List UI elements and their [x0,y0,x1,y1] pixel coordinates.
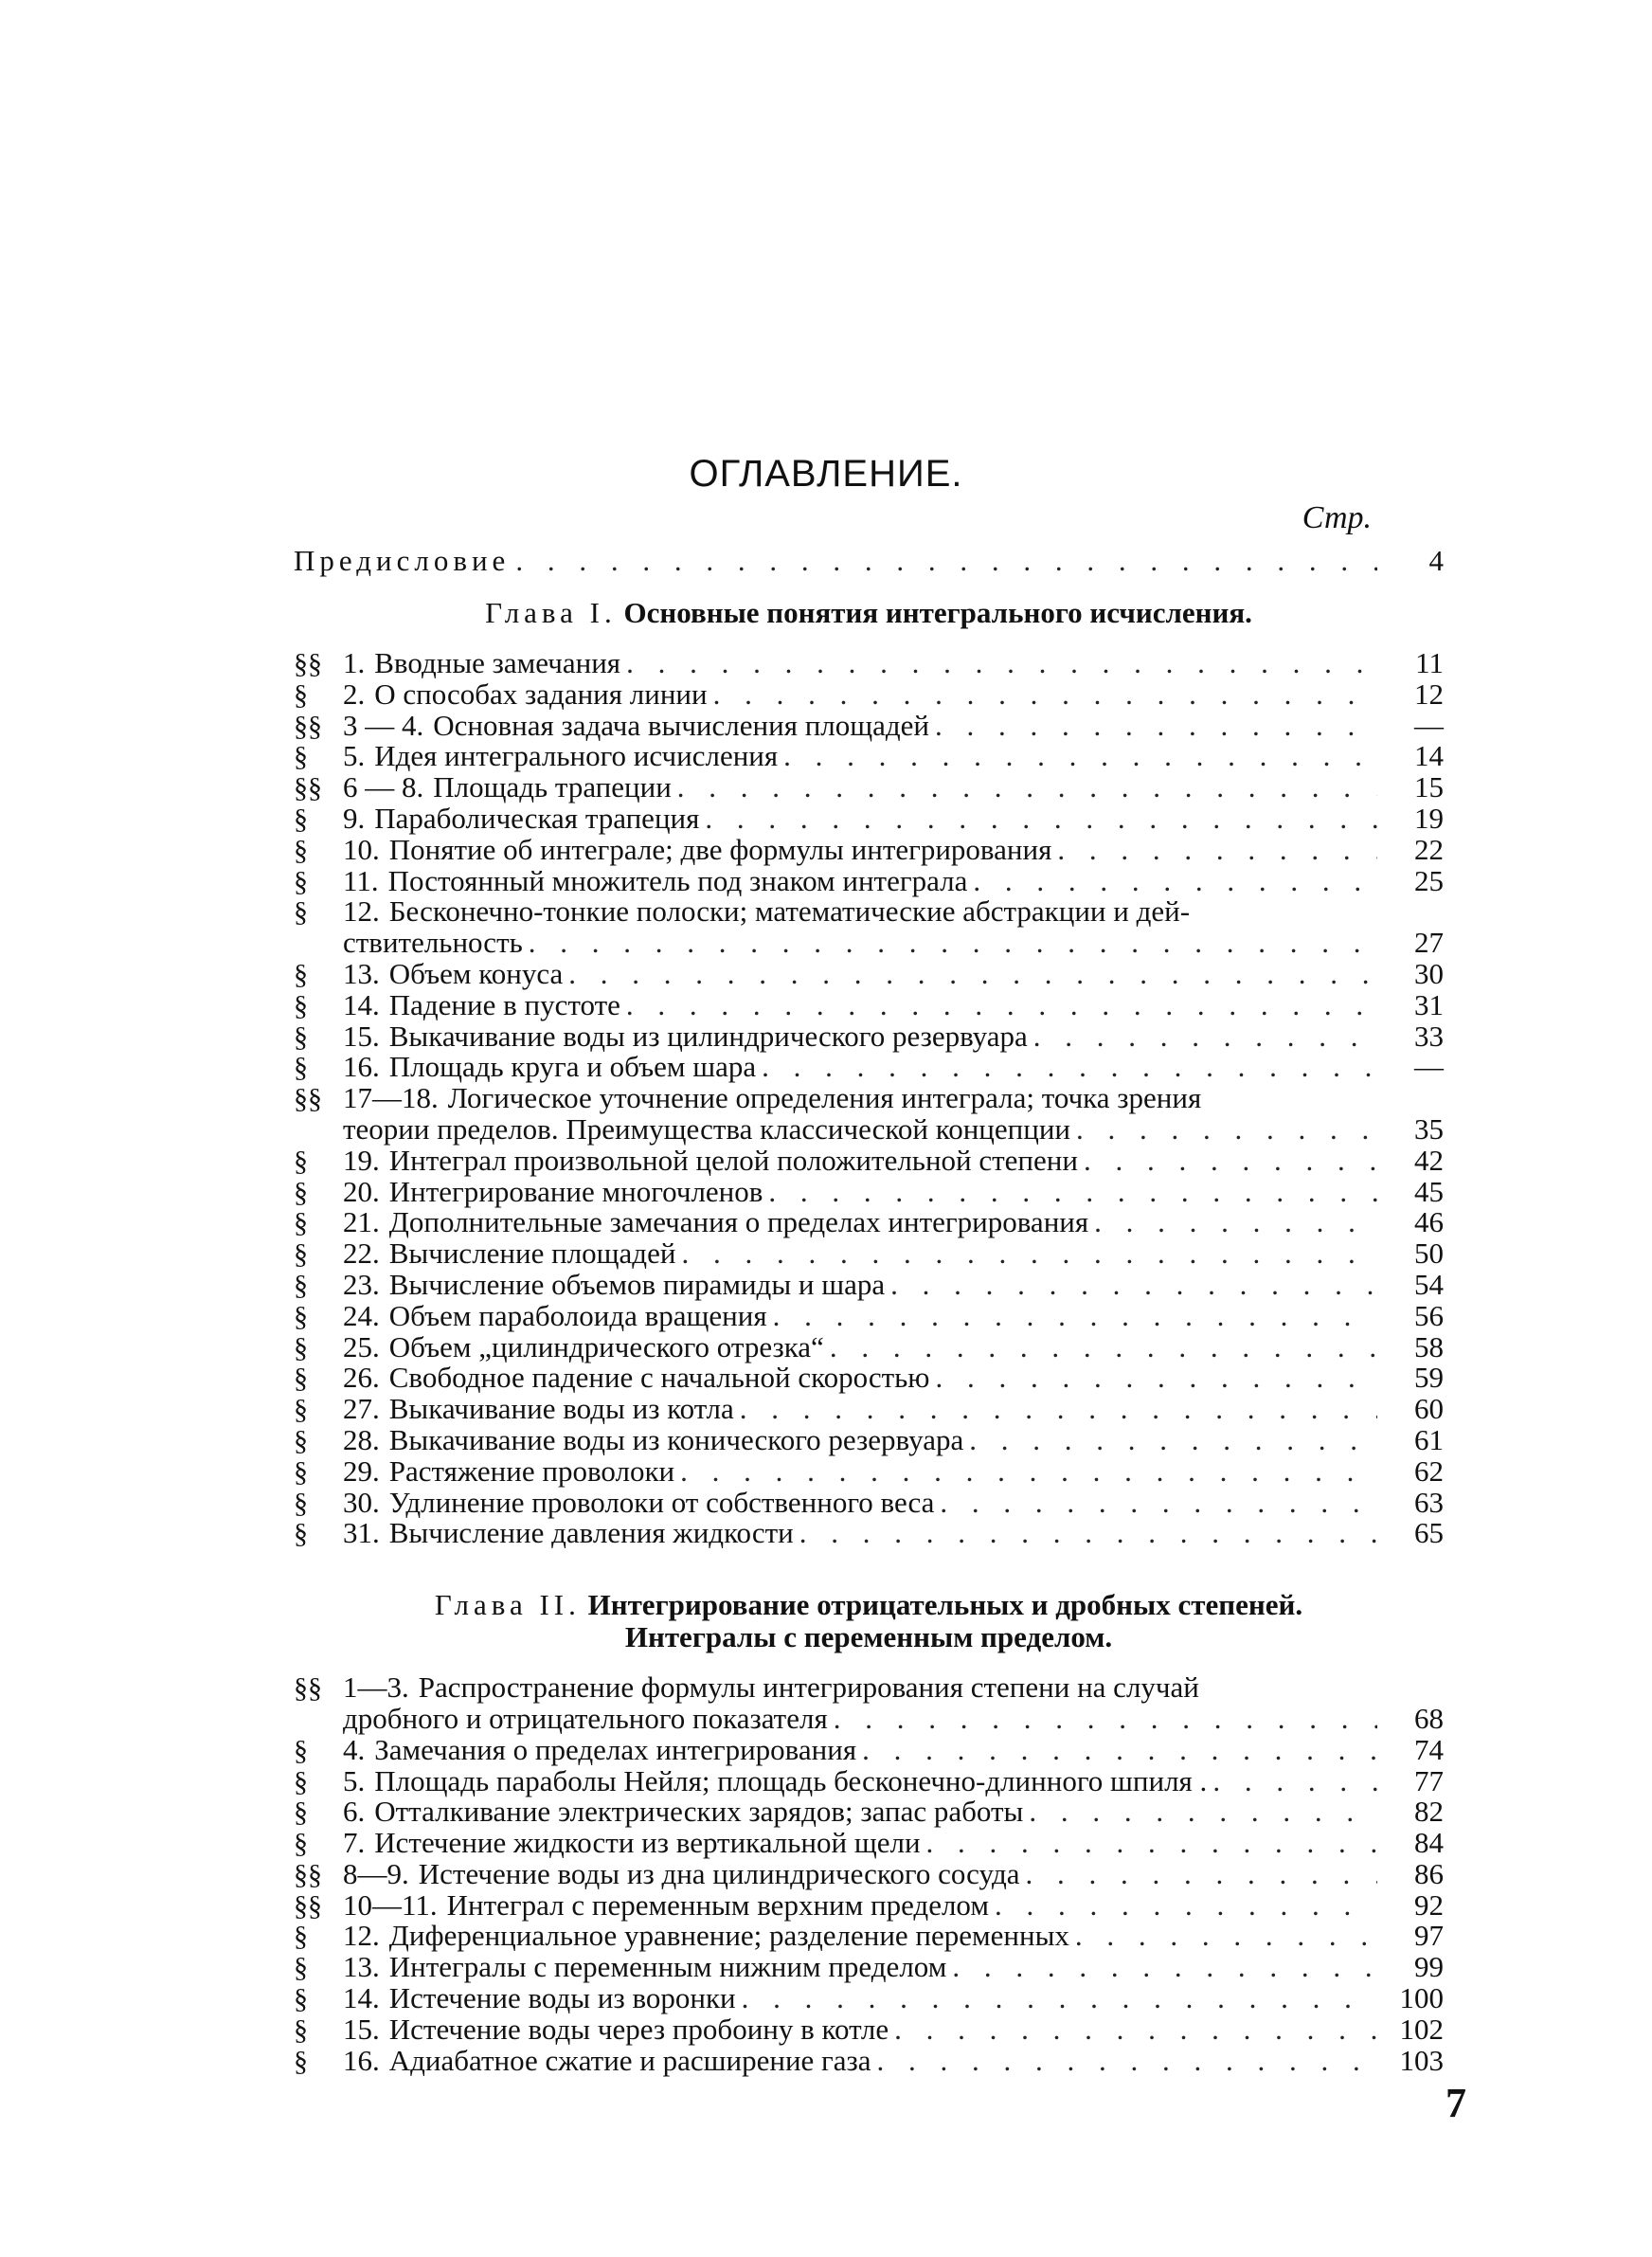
entry-page: 33 [1414,1019,1444,1053]
section-number: 14. [343,987,380,1021]
preface-title: Предисловие [294,544,511,577]
toc-entry [294,863,1444,897]
section-number: 3 — 4. [343,708,424,742]
section-number: 29. [343,1454,380,1488]
section-number: 13. [343,1950,380,1984]
chapter-1-label: Глава I. [485,596,617,629]
leader-dots [1069,1921,1377,1952]
entry-page: 84 [1414,1826,1444,1860]
leader-dots [1088,1207,1377,1238]
entry-title: Истечение воды из воронки [388,1981,736,2015]
toc-entry [294,803,1444,835]
leader-dots [510,544,1377,578]
entry-page: 11 [1415,646,1444,679]
section-sign: § [294,1331,308,1363]
section-number: 22. [343,1237,380,1271]
toc-entry [294,1021,1444,1053]
section-number: 10. [343,832,380,866]
toc-entry [294,2043,1444,2077]
toc-entry [294,708,1444,742]
section-number: 10—11. [343,1887,438,1922]
leader-dots [934,1488,1377,1519]
entry-title: Истечение жидкости из вертикальной щели [374,1826,921,1860]
entry-page: 77 [1414,1763,1444,1797]
toc-entry [294,956,1444,990]
section-sign: § [294,1765,308,1797]
entry-title: Растяжение проволоки [388,1454,675,1488]
section-sign: § [294,1300,308,1332]
chapter-2-title-line1: Интегрирование отрицательных и дробных степеней. [587,1588,1303,1622]
leader-dots [967,866,1377,897]
entry-title: Падение в пустоте [388,987,620,1021]
toc-entry [294,1052,1444,1083]
section-number: 30. [343,1485,380,1519]
section-sign: § [294,834,308,866]
toc-entry [294,1267,1444,1301]
entry-page: 31 [1414,987,1444,1021]
section-number: 13. [343,956,380,990]
leader-dots [794,1518,1377,1549]
section-sign: § [294,1207,308,1239]
section-number: 17—18. [343,1081,439,1115]
section-number: 25. [343,1329,380,1363]
entry-title: Объем параболоида вращения [388,1298,767,1332]
entry-title: Интегралы с переменным нижним пределом [388,1950,947,1984]
entry-title: Вычисление давления жидкости [388,1516,794,1550]
section-sign: § [294,2013,308,2046]
toc-entry [294,648,1444,679]
chapter-2-label: Глава II. [434,1588,581,1622]
entry-page: 62 [1414,1454,1444,1488]
entry-page: 58 [1414,1329,1444,1363]
entry-page: 65 [1414,1516,1444,1550]
entry-page: 19 [1414,801,1444,835]
section-number: 4. [343,1732,366,1766]
leader-dots [674,1456,1377,1488]
section-sign: § [294,989,308,1021]
section-number: 12. [343,1919,380,1953]
chapter-2-heading [294,1589,1444,1653]
toc-entry [294,896,1444,928]
section-sign: § [294,1052,308,1084]
entry-page: 56 [1414,1298,1444,1332]
section-number: 14. [343,1981,380,2015]
toc-entry [294,2014,1444,2046]
entry-title: Дополнительные замечания о пределах интегрирования [388,1205,1089,1239]
toc-entry [294,1983,1444,2014]
entry-title: Интеграл произвольной целой положительной степени [388,1143,1078,1177]
section-sign: § [294,1983,308,2015]
section-sign: §§ [294,710,322,742]
section-sign: § [294,1176,308,1208]
leader-dots [963,1425,1377,1456]
leader-dots [929,711,1377,742]
leader-dots [885,1270,1377,1301]
leader-dots [620,648,1377,679]
page-number: 7 [1446,2080,1466,2126]
toc-entry [294,1732,1444,1766]
section-sign: § [294,1455,308,1488]
entry-title: Вычисление объемов пирамиды и шара [388,1267,886,1301]
section-number: 15. [343,1019,380,1053]
entry-title: Понятие об интеграле; две формулы интегрирования [388,832,1052,866]
entry-page: 103 [1399,2043,1444,2077]
entry-title: теории пределов. Преимущества классической концепции [343,1111,1071,1146]
section-number: 31. [343,1516,380,1550]
leader-dots [871,2046,1377,2077]
entry-title: Бесконечно-тонкие полоски; математические абстракции и дей- [388,894,1191,929]
section-number: 26. [343,1361,380,1395]
section-sign: § [294,1518,308,1550]
section-sign: § [294,1487,308,1519]
section-number: 7. [343,1826,366,1860]
entry-title: Площадь параболы Нейля; площадь бесконечно-длинного шпиля . [374,1763,1208,1797]
leader-dots [889,2014,1377,2046]
section-number: 9. [343,801,366,835]
section-number: 15. [343,2012,380,2046]
chapter-2-title-line2: Интегралы с переменным пределом. [624,1620,1113,1654]
entry-page: 46 [1414,1205,1444,1239]
section-sign: § [294,1269,308,1301]
section-sign: § [294,958,308,990]
leader-dots [763,1177,1377,1208]
entry-page: 14 [1414,739,1444,773]
entry-title: Свободное падение с начальной скоростью [388,1361,930,1395]
leader-dots [563,959,1377,990]
entry-title: Интегрирование многочленов [388,1174,763,1208]
entry-page: 15 [1414,770,1444,804]
toc-entry [294,1672,1444,1704]
section-sign: §§ [294,1083,322,1115]
entry-page: 60 [1414,1392,1444,1426]
toc-entry [294,1887,1444,1922]
section-number: 28. [343,1422,380,1456]
entry-page: 30 [1414,956,1444,990]
toc-entry [294,1174,1444,1208]
entry-title: Выкачивание воды из цилиндрического резервуара [388,1019,1028,1053]
entry-page: 27 [1414,926,1444,960]
section-number: 27. [343,1392,380,1426]
entry-title: Отталкивание электрических зарядов; запас работы [374,1795,1024,1829]
entry-page: 99 [1414,1950,1444,1984]
section-number: 1. [343,646,366,679]
section-number: 19. [343,1143,380,1177]
entry-page: 22 [1414,832,1444,866]
section-number: 16. [343,1050,380,1084]
entry-page: 50 [1414,1237,1444,1271]
toc-entry [294,1298,1444,1332]
leader-dots [675,1238,1377,1270]
section-sign: § [294,1424,308,1456]
section-number: 21. [343,1205,380,1239]
section-sign: § [294,896,308,929]
section-number: 5. [343,739,366,773]
section-sign: § [294,865,308,897]
entry-title: Истечение воды из дна цилиндрического сосуда [418,1856,1020,1890]
entry-page: 25 [1414,863,1444,897]
entry-title: ствительность [343,926,523,960]
section-number: 2. [343,677,366,711]
section-sign: § [294,678,308,711]
toc-entry [294,1485,1444,1519]
entry-title: Параболическая трапеция [374,801,700,835]
toc-entry [294,1856,1444,1890]
entry-page: — [1414,708,1444,742]
section-sign: § [294,741,308,773]
toc-entry [294,1828,1444,1859]
entry-title: Логическое уточнение определения интеграла; точка зрения [447,1081,1202,1115]
entry-page: 92 [1414,1887,1444,1922]
section-sign: § [294,2045,308,2077]
entry-title: Вычисление площадей [388,1237,676,1271]
section-number: 24. [343,1298,380,1332]
entry-title: Площадь круга и объем шара [388,1050,757,1084]
section-number: 8—9. [343,1856,409,1890]
section-number: 6 — 8. [343,770,424,804]
entry-title: Вводные замечания [374,646,621,679]
leader-dots [699,803,1377,835]
section-sign: § [294,1363,308,1395]
section-number: 5. [343,1763,366,1797]
leader-dots [1070,1114,1377,1146]
leader-dots [767,1301,1377,1332]
entry-title: Выкачивание воды из конического резервуара [388,1422,964,1456]
toc-entry [294,1518,1444,1549]
section-sign: § [294,1238,308,1271]
entry-page: 97 [1414,1919,1444,1953]
section-number: 23. [343,1267,380,1301]
toc-entry [294,772,1444,803]
chapter-1-title: Основные понятия интегрального исчисления. [623,596,1252,629]
entry-title: Истечение воды через пробоину в котле [388,2012,889,2046]
toc-entry [294,1207,1444,1238]
entry-page: 12 [1414,677,1444,711]
toc-preface [294,544,1444,578]
section-sign: §§ [294,1858,322,1890]
entry-page: 54 [1414,1267,1444,1301]
entry-title: Объем конуса [388,956,564,990]
section-sign: § [294,1797,308,1829]
toc-entry [294,1083,1444,1114]
entry-page: 100 [1399,1981,1444,2015]
leader-dots [620,990,1377,1021]
preface-page: 4 [1428,544,1444,577]
entry-title: Удлинение проволоки от собственного веса [388,1485,935,1519]
toc-entry [294,1456,1444,1488]
entry-title: Постоянный множитель под знаком интеграла [387,863,968,897]
leader-dots [1028,1021,1377,1053]
leader-dots [828,1704,1377,1735]
leader-dots [1078,1146,1377,1177]
section-sign: § [294,1952,308,1984]
leader-dots [1020,1859,1377,1890]
toc-entry [294,741,1444,772]
entry-page: 102 [1399,2012,1444,2046]
chapter-2-entries [294,1672,1444,2076]
leader-dots [708,679,1377,711]
entry-page: 61 [1414,1422,1444,1456]
leader-dots [824,1332,1377,1363]
leader-dots [1051,835,1377,866]
leader-dots [756,1052,1377,1083]
entry-title: Интеграл с переменным верхним пределом [446,1887,989,1922]
section-number: 6. [343,1795,366,1829]
leader-dots [672,772,1377,803]
toc-entry [294,1797,1444,1828]
leader-dots [929,1363,1377,1394]
leader-dots [734,1394,1377,1425]
table-of-contents [294,544,1444,2076]
section-sign: § [294,1734,308,1766]
section-sign: § [294,1020,308,1053]
toc-entry [294,1111,1444,1146]
entry-title: Диференциальное уравнение; разделение переменных [388,1919,1069,1953]
toc-entry [294,1921,1444,1952]
section-sign: §§ [294,772,322,804]
leader-dots [946,1952,1377,1983]
section-sign: § [294,1145,308,1177]
leader-dots [989,1890,1377,1922]
chapter-1-entries [294,648,1444,1549]
entry-page: 59 [1414,1361,1444,1395]
toc-entry [294,1952,1444,1983]
section-number: 16. [343,2043,380,2077]
entry-title: Площадь трапеции [433,770,672,804]
page-column-header: Стр. [1302,500,1372,535]
section-number: 12. [343,894,380,929]
entry-title: дробного и отрицательного показателя [343,1701,828,1735]
entry-title: Основная задача вычисления площадей [433,708,930,742]
section-sign: § [294,1921,308,1953]
toc-entry [294,987,1444,1021]
leader-dots [736,1983,1377,2014]
section-sign: § [294,803,308,835]
entry-title: Объем „цилиндрического отрезка“ [388,1329,824,1363]
section-sign: §§ [294,648,322,679]
entry-page: 74 [1414,1732,1444,1766]
entry-page: — [1414,1050,1444,1084]
entry-title: Идея интегрального исчисления [374,739,779,773]
leader-dots [1207,1766,1377,1797]
section-number: 20. [343,1174,380,1208]
toc-entry [294,679,1444,711]
toc-entry [294,1701,1444,1735]
toc-entry [294,832,1444,866]
toc-entry [294,1238,1444,1270]
chapter-1-heading [294,597,1444,629]
leader-dots [1023,1797,1377,1828]
leader-dots [523,928,1377,959]
entry-title: Замечания о пределах интегрирования [374,1732,857,1766]
entry-title: Распространение формулы интегрирования степени на случай [418,1670,1199,1705]
entry-page: 82 [1414,1795,1444,1829]
entry-title: Выкачивание воды из котла [388,1392,734,1426]
section-number: 1—3. [343,1670,409,1705]
entry-page: 35 [1414,1111,1444,1146]
entry-page: 86 [1414,1856,1444,1890]
leader-dots [778,741,1377,772]
entry-page: 45 [1414,1174,1444,1208]
toc-entry [294,928,1444,959]
toc-entry [294,1329,1444,1363]
section-number: 11. [343,863,379,897]
leader-dots [921,1828,1377,1859]
section-sign: § [294,1394,308,1426]
page-title: ОГЛАВЛЕНИЕ. [689,453,963,495]
entry-page: 42 [1414,1143,1444,1177]
section-sign: §§ [294,1889,322,1922]
toc-entry [294,1763,1444,1797]
entry-page: 68 [1414,1701,1444,1735]
toc-entry [294,1422,1444,1456]
entry-page: 63 [1414,1485,1444,1519]
section-sign: §§ [294,1672,322,1705]
entry-title: Адиабатное сжатие и расширение газа [388,2043,871,2077]
toc-entry [294,1394,1444,1425]
toc-entry [294,1363,1444,1394]
leader-dots [856,1735,1377,1766]
toc-entry [294,1143,1444,1177]
section-sign: § [294,1828,308,1860]
entry-title: О способах задания линии [374,677,708,711]
